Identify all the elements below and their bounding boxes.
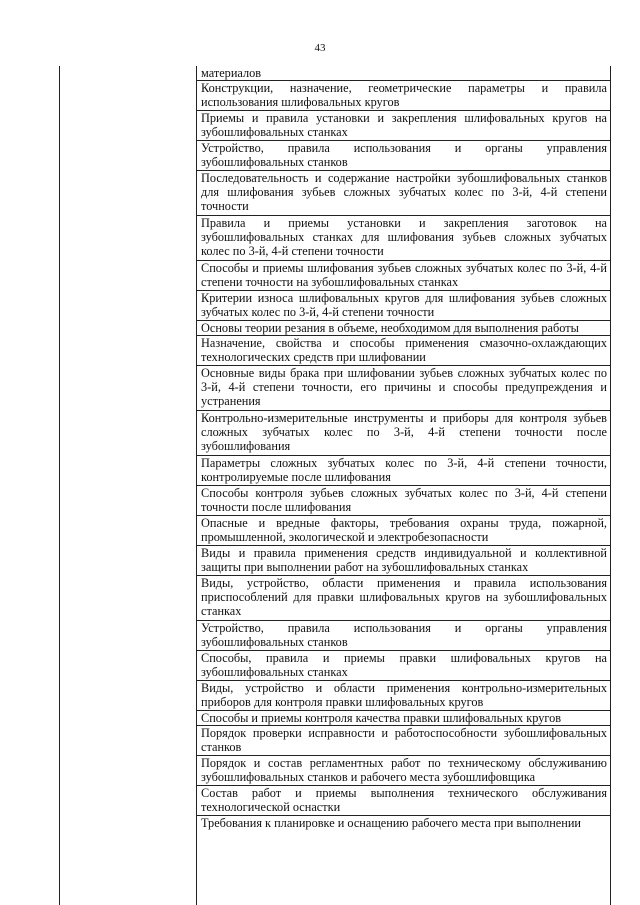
page-number: 43 (314, 42, 326, 54)
table-row: Виды, устройство и области применения контрольно-измерительных приборов для контроля правки шлифовальных кругов (197, 681, 610, 711)
table-row: Способы и приемы шлифования зубьев сложных зубчатых колес по 3-й, 4-й степени точности на зубошлифовальных станках (197, 261, 610, 291)
table-row: Основные виды брака при шлифовании зубьев сложных зубчатых колес по 3-й, 4-й степени точности, его причины и способы предупреждения и устранения (197, 366, 610, 411)
table-row: Способы контроля зубьев сложных зубчатых колес по 3-й, 4-й степени точности после шлифования (197, 486, 610, 516)
table-row: Опасные и вредные факторы, требования охраны труда, пожарной, промышленной, экологической и электробезопасности (197, 516, 610, 546)
table-row: Основы теории резания в объеме, необходимом для выполнения работы (197, 321, 610, 336)
table-row: Устройство, правила использования и органы управления зубошлифовальных станков (197, 621, 610, 651)
table-row: Контрольно-измерительные инструменты и приборы для контроля зубьев сложных зубчатых колес по 3-й, 4-й степени точности после зубошлифования (197, 411, 610, 456)
table-row: Параметры сложных зубчатых колес по 3-й, 4-й степени точности, контролируемые после шлифования (197, 456, 610, 486)
table-row: Правила и приемы установки и закрепления заготовок на зубошлифовальных станках для шлифования зубьев сложных зубчатых колес по 3-й, 4-й степени точности (197, 216, 610, 261)
table-row: материалов (197, 66, 610, 81)
table-row: Приемы и правила установки и закрепления шлифовальных кругов на зубошлифовальных станках (197, 111, 610, 141)
table-row: Способы и приемы контроля качества правки шлифовальных кругов (197, 711, 610, 726)
table-row: Последовательность и содержание настройки зубошлифовальных станков для шлифования зубьев сложных зубчатых колес по 3-й, 4-й степени точности (197, 171, 610, 216)
table-row: Порядок проверки исправности и работоспособности зубошлифовальных станков (197, 726, 610, 756)
table-row: Назначение, свойства и способы применения смазочно-охлаждающих технологических средств при шлифовании (197, 336, 610, 366)
table-row: Порядок и состав регламентных работ по техническому обслуживанию зубошлифовальных станков и рабочего места зубошлифовщика (197, 756, 610, 786)
table-row: Виды и правила применения средств индивидуальной и коллективной защиты при выполнении работ на зубошлифовальных станках (197, 546, 610, 576)
table-row: Состав работ и приемы выполнения технического обслуживания технологической оснастки (197, 786, 610, 816)
table-row: Устройство, правила использования и органы управления зубошлифовальных станков (197, 141, 610, 171)
table-row: Конструкции, назначение, геометрические параметры и правила использования шлифовальных кругов (197, 81, 610, 111)
table-row: Требования к планировке и оснащению рабочего места при выполнении (201, 816, 581, 830)
table-row: Критерии износа шлифовальных кругов для шлифования зубьев сложных зубчатых колес по 3-й, 4-й степени точности (197, 291, 610, 321)
table-row: Виды, устройство, области применения и правила использования приспособлений для правки шлифовальных кругов на зубошлифовальных станках (197, 576, 610, 621)
table-row: Способы, правила и приемы правки шлифовальных кругов на зубошлифовальных станках (197, 651, 610, 681)
knowledge-table (59, 66, 611, 905)
table-rows (197, 66, 610, 834)
